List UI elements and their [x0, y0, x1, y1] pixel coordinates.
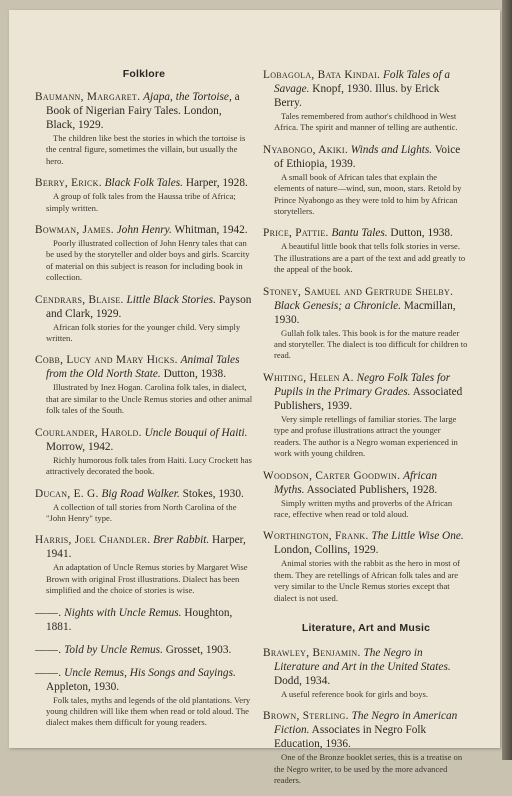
entry-author: ——. — [35, 606, 62, 619]
entry-author: Whiting, Helen A. — [263, 371, 354, 384]
bibliography-entry — [263, 469, 469, 521]
entry-annotation: Poorly illustrated collection of John Henry tales that can be used by the storyteller and older boys and girls. Scarcity of material on this subject is reason for including book in collection. — [46, 238, 250, 283]
entry-author: Cendrars, Blaise. — [35, 293, 124, 306]
entry-annotation: A collection of tall stories from North Carolina of the "John Henry" type. — [46, 501, 237, 523]
entry-publication: a Book of Nigerian Fairy Tales. London, Black, 1929. — [46, 91, 240, 131]
entry-publication: Macmillan, 1930. — [274, 299, 456, 326]
entry-annotation: A small book of African tales that explain the elements of nature—wind, sun, moon, stars. Retold by Prince Nyabongo as they were told to him by African storytellers. — [274, 171, 462, 217]
entry-author: Brown, Sterling. — [263, 710, 349, 723]
bibliography-entry — [263, 646, 469, 700]
entry-citation — [263, 529, 469, 557]
entry-author: Ducan, E. G. — [35, 487, 99, 500]
bibliography-entry — [263, 143, 469, 218]
entry-author: Woodson, Carter Goodwin. — [263, 469, 401, 482]
entry-publication: Associated Publishers, 1928. — [306, 483, 438, 496]
entry-citation — [35, 426, 253, 454]
entry-citation — [35, 293, 253, 321]
entry-citation — [263, 285, 469, 327]
entry-annotation: Gullah folk tales. This book is for the mature reader and storyteller. The dialect is too difficult for children to read. — [274, 327, 468, 361]
entry-title: Uncle Bouqui of Haiti. — [144, 426, 248, 439]
entry-publication: Voice of Ethiopia, 1939. — [274, 143, 461, 170]
entry-publication: Morrow, 1942. — [46, 440, 114, 453]
entry-citation — [263, 646, 469, 688]
entry-title: Little Black Stories. — [126, 293, 216, 306]
entry-citation — [35, 90, 253, 132]
bibliography-entry — [263, 709, 469, 786]
entry-publication: Dutton, 1938. — [390, 227, 453, 240]
entry-title: John Henry. — [116, 224, 172, 237]
entry-annotation: A group of folk tales from the Haussa tribe of Africa; simply written. — [46, 191, 236, 213]
bibliography-entry — [35, 487, 253, 525]
entry-title: Black Folk Tales. — [104, 177, 183, 190]
entry-author: Courlander, Harold. — [35, 426, 142, 439]
entry-publication: London, Collins, 1929. — [274, 544, 379, 557]
entry-author: Berry, Erick. — [35, 177, 102, 190]
entry-title: The Negro in Literature and Art in the United States. — [274, 646, 451, 673]
entry-title: Winds and Lights. — [350, 143, 433, 156]
entry-annotation: Richly humorous folk tales from Haiti. Lucy Crockett has attractively decorated the book. — [46, 454, 252, 477]
bibliography-entry — [35, 643, 253, 657]
document-page — [9, 10, 500, 786]
bibliography-entry — [35, 223, 253, 284]
entry-author: Nyabongo, Akiki. — [263, 143, 348, 156]
entry-title: The Negro in American Fiction. — [274, 710, 458, 737]
entry-author: Stoney, Samuel and Gertrude Shelby. — [263, 285, 454, 298]
entry-annotation: Illustrated by Inez Hogan. Carolina folk tales, in dialect, that are similar to the Uncle Remus stories and other animal folk tales of the South. — [46, 382, 253, 416]
entry-annotation: A beautiful little book that tells folk stories in verse. The illustrations are a part of the text and add greatly to the appeal of the book. — [274, 241, 466, 275]
entry-citation — [263, 469, 469, 497]
bibliography-entry — [35, 606, 253, 634]
entry-annotation: One of the Bronze booklet series, this is a treatise on the Negro writer, to be used by the more advanced readers. — [274, 752, 463, 786]
entry-title: The Little Wise One. — [371, 530, 464, 543]
bibliography-entry — [35, 293, 253, 345]
entry-citation — [263, 143, 469, 171]
entry-citation — [35, 643, 253, 657]
bibliography-entry — [35, 666, 253, 729]
entry-publication: Associated Publishers, 1939. — [274, 385, 463, 412]
bibliography-entry — [263, 68, 469, 134]
entry-annotation: Animal stories with the rabbit as the hero in most of them. They are retellings of African folk tales and are very similar to the Uncle Remus stories except that dialect is not used. — [274, 558, 461, 603]
entry-citation — [263, 709, 469, 751]
bibliography-entry — [35, 90, 253, 167]
right-column — [263, 68, 469, 796]
left-column — [35, 68, 253, 738]
entry-citation — [263, 68, 469, 110]
entry-annotation: An adaptation of Uncle Remus stories by Margaret Wise Brown with original Frost illustrations. Dialect has been simplified and the choice of stories is wise. — [46, 562, 248, 596]
entry-author: Harris, Joel Chandler. — [35, 534, 151, 547]
entry-publication: Stokes, 1930. — [182, 487, 244, 500]
bibliography-entry — [35, 353, 253, 416]
entry-citation — [263, 371, 469, 413]
entry-title: Folk Tales of a Savage. — [274, 69, 451, 95]
entry-publication: Knopf, 1930. Illus. by Erick Berry. — [274, 83, 440, 109]
entry-annotation: Simply written myths and proverbs of the African race, effective when read or told aloud. — [274, 497, 453, 519]
entry-annotation: Tales remembered from author's childhood in West Africa. The spirit and manner of telling are authentic. — [274, 111, 458, 133]
entry-title: Bantu Tales. — [331, 227, 388, 240]
entry-publication: Harper, 1941. — [46, 534, 246, 561]
bibliography-entry — [263, 371, 469, 460]
section-heading-literature: Literature, Art and Music — [301, 621, 431, 634]
entry-title: Black Genesis; a Chronicle. — [274, 299, 401, 312]
entry-title: Told by Uncle Remus. — [64, 643, 163, 656]
entry-publication: Whitman, 1942. — [174, 224, 248, 237]
bibliography-entry — [263, 226, 469, 275]
entry-citation — [35, 533, 253, 561]
entry-title: Ajapa, the Tortoise, — [143, 91, 232, 103]
entry-publication: Houghton, 1881. — [46, 606, 233, 633]
bibliography-entry — [35, 533, 253, 596]
entry-title: African Myths. — [274, 469, 437, 496]
entry-publication: Appleton, 1930. — [46, 680, 120, 693]
entry-publication: Payson and Clark, 1929. — [46, 293, 252, 320]
adjacent-page-edge — [502, 0, 512, 760]
entry-title: Nights with Uncle Remus. — [64, 606, 182, 619]
entry-citation — [35, 223, 253, 237]
entry-author: ——. — [35, 666, 62, 679]
entry-annotation: The children like best the stories in which the tortoise is the central figure, sometimes the villain, but usually the hero. — [46, 133, 246, 166]
entry-author: Baumann, Margaret. — [35, 91, 141, 103]
entry-author: Bowman, James. — [35, 224, 114, 237]
entry-author: Price, Pattie. — [263, 227, 329, 240]
section-heading-folklore: Folklore — [122, 68, 166, 80]
entry-annotation: Very simple retellings of familiar stories. The large type and profuse illustrations attract the younger readers. The author is a Negro woman experienced in work with young children. — [274, 413, 458, 459]
entry-author: Cobb, Lucy and Mary Hicks. — [35, 354, 178, 367]
entry-citation — [35, 606, 253, 634]
bibliography-entry — [263, 529, 469, 604]
entry-citation — [35, 176, 253, 190]
entry-publication: Dodd, 1934. — [274, 674, 331, 687]
entry-title: Uncle Remus, His Songs and Sayings. — [64, 666, 236, 679]
entry-publication: Associates in Negro Folk Education, 1936. — [274, 724, 427, 751]
entry-author: Worthington, Frank. — [263, 530, 369, 543]
entry-annotation: African folk stories for the younger child. Very simply written. — [46, 321, 241, 344]
entry-title: Brer Rabbit. — [153, 534, 210, 547]
entry-title: Big Road Walker. — [101, 487, 180, 500]
bibliography-entry — [263, 285, 469, 362]
entry-author: Lobagola, Bata Kindai. — [263, 69, 381, 81]
entry-title: Animal Tales from the Old North State. — [46, 354, 240, 381]
entry-publication: Dutton, 1938. — [163, 368, 227, 381]
entry-publication: Grosset, 1903. — [165, 643, 232, 656]
entry-citation — [35, 487, 253, 501]
entry-publication: Harper, 1928. — [185, 177, 248, 190]
entry-annotation: Folk tales, myths and legends of the old plantations. Very young children will like them when read or told aloud. The dialect makes them difficult for young readers. — [46, 694, 251, 728]
entry-citation — [263, 226, 469, 240]
entry-title: Negro Folk Tales for Pupils in the Primary Grades. — [274, 371, 451, 398]
entry-citation — [35, 353, 253, 381]
entry-author: ——. — [35, 643, 62, 656]
bibliography-entry — [35, 426, 253, 478]
entry-annotation: A useful reference book for girls and boys. — [281, 688, 429, 699]
entry-author: Brawley, Benjamin. — [263, 646, 361, 659]
bibliography-entry — [35, 176, 253, 214]
entry-citation — [35, 666, 253, 694]
